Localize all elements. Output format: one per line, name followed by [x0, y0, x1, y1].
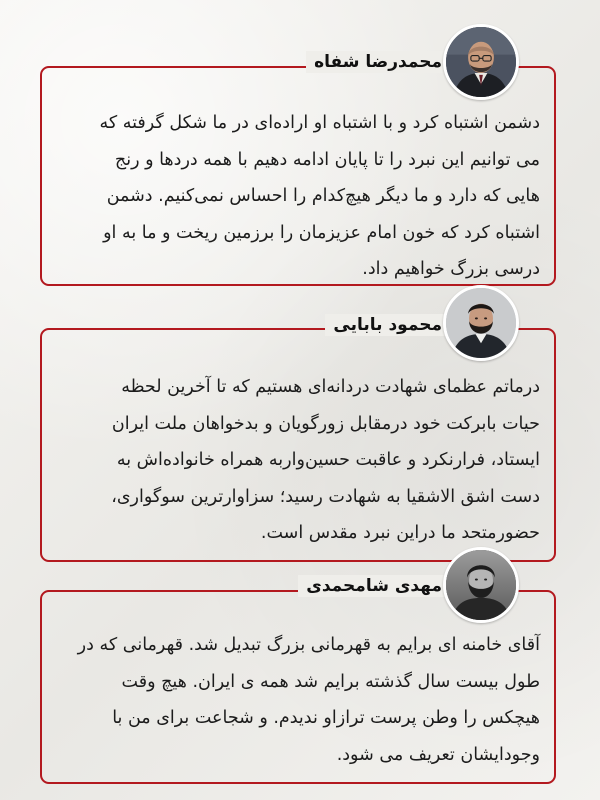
- quote-text-2: [56, 369, 540, 552]
- quote-line: هیچکس را وطن پرست ترازاو ندیدم. و شجاعت برای من با: [112, 708, 540, 729]
- quote-line: وجودایشان تعریف می شود.: [336, 744, 540, 765]
- speaker-name-3: مهدی شامحمدی: [298, 575, 450, 597]
- avatar-3: [443, 547, 519, 623]
- avatar-1: [443, 24, 519, 100]
- quote-line: دشمن اشتباه کرد و با اشتباه او اراده‌ای در ما شکل گرفته که: [99, 113, 540, 133]
- portrait-man-bald-glasses-icon: [446, 27, 516, 97]
- portrait-man-beard-bw-icon: [446, 550, 516, 620]
- speaker-name-1: محمدرضا شفاه: [306, 51, 450, 73]
- quote-line: حیات بابرکت خود درمقابل زورگویان و بدخواهان ملت ایران: [111, 413, 540, 434]
- quote-line: درماتم عظمای شهادت دردانه‌ای هستیم که تا آخرین لحظه: [121, 377, 540, 397]
- portrait-man-beard-suit-icon: [446, 288, 516, 358]
- quote-line: دست اشق الاشقیا به شهادت رسید؛ سزاوارترین سوگواری،: [111, 486, 540, 507]
- speaker-name-2: محمود بابایی: [325, 314, 450, 336]
- quote-line: ایستاد، فرارنکرد و عاقبت حسین‌واربه همراه خانواده‌اش به: [116, 450, 540, 471]
- avatar-2: [443, 285, 519, 361]
- quote-line: طول بیست سال گذشته برایم شد همه ی ایران. هیچ وقت: [121, 671, 540, 692]
- quote-text-3: [56, 627, 540, 773]
- quote-line: هایی که دارد و ما دیگر هیچ‌کدام را احساس نمی‌کنیم. دشمن: [106, 186, 540, 207]
- quote-line: اشتباه کرد که خون امام عزیزمان را برزمین ریخت و ما به او: [103, 222, 540, 243]
- quote-card-2: [40, 328, 556, 562]
- quote-line: می توانیم این نبرد را تا پایان ادامه دهیم با همه دردها و رنج: [114, 149, 540, 170]
- quote-line: درسی بزرگ خواهیم داد.: [362, 259, 540, 280]
- quote-text-1: [56, 105, 540, 288]
- quote-line: آقای خامنه ای برایم به قهرمانی بزرگ تبدیل شد. قهرمانی که در: [77, 635, 540, 655]
- quote-line: حضورمتحد ما دراین نبرد مقدس است.: [260, 523, 540, 544]
